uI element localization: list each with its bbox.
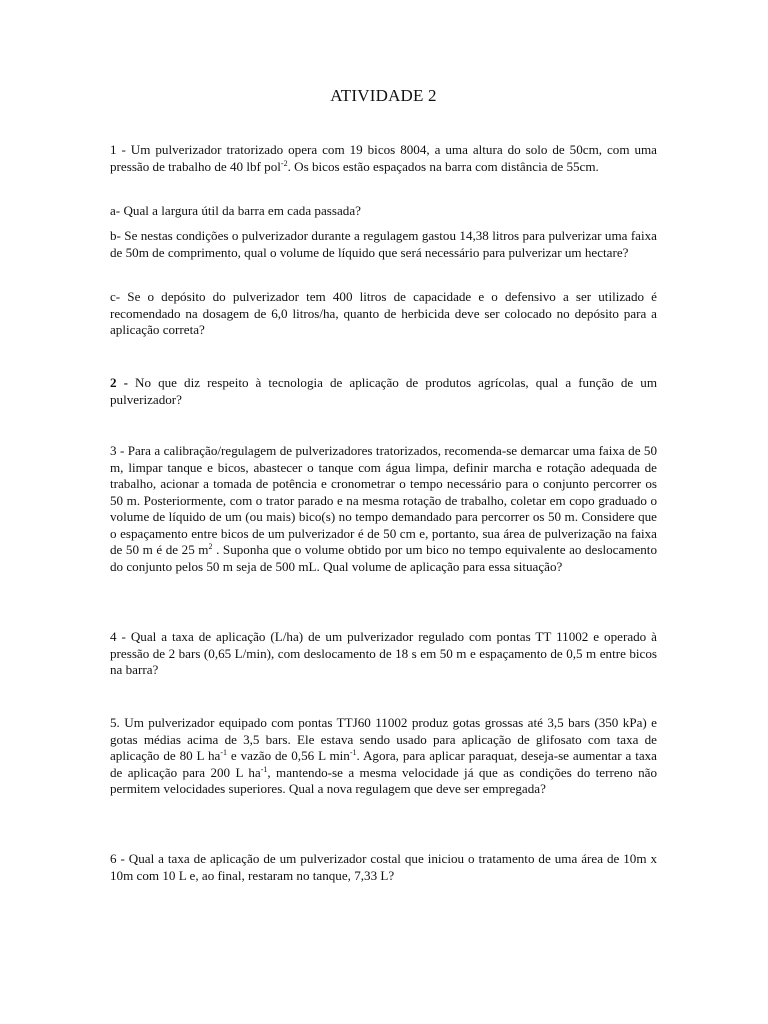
question-4: 4 - Qual a taxa de aplicação (L/ha) de um pulverizador regulado com pontas TT 11002 e operado à pressão de 2 bars (0,65 L/min), com deslocamento de 18 s em 50 m e espaçamento de 0,5 m entre bicos na barra?	[110, 629, 657, 677]
question-2-text: No que diz respeito à tecnologia de aplicação de produtos agrícolas, qual a função de um pulverizador?	[110, 375, 658, 407]
question-3: 3 - Para a calibração/regulagem de pulverizadores tratorizados, recomenda-se demarcar uma faixa de 50 m, limpar tanque e bicos, abastecer o tanque com água limpa, definir marcha e rotação adequada de trabalho, acionar a tomada de potência e cronometrar o tempo necessário para o conjunto percorrer os 50 m. Posteriormente, com o trator parado e na mesma rotação de trabalho, coletar em copo graduado o volume de líquido de um (ou mais) bico(s) no tempo demandado para percorrer os 50 m. Considere que o espaçamento entre bicos de um pulverizador é de 50 cm e, portanto, sua área de pulverização na faixa de 50 m é de 25 $m^2$ . Suponha que o volume obtido por um bico no tempo equivalente ao deslocamento do conjunto pelos 50 m seja de 500 mL. Qual volume de aplicação para essa situação?	[110, 443, 657, 574]
question-2-number: 2 -	[110, 375, 128, 390]
question-2	[110, 375, 657, 408]
question-5: 5. Um pulverizador equipado com pontas TTJ60 11002 produz gotas grossas até 3,5 bars (350 kPa) e gotas médias acima de 3,5 bars. Ele estava sendo usado para aplicação de glifosato com taxa de aplicação de 80 L $ha^{-1}$ e vazão de 0,56 L $\min^{-1}$. Agora, para aplicar paraquat, deseja-se aumentar a taxa de aplicação para 200 L $ha^{-1}$, mantendo-se a mesma velocidade já que as condições do terreno não permitem velocidades superiores. Qual a nova regulagem que deve ser empregada?	[110, 715, 658, 796]
question-1c: c- Se o depósito do pulverizador tem 400 litros de capacidade e o defensivo a ser utilizado é recomendado na dosagem de 6,0 litros/ha, quanto de herbicida deve ser colocado no depósito para a aplicação correta?	[110, 289, 657, 337]
question-1b: b- Se nestas condições o pulverizador durante a regulagem gastou 14,38 litros para pulverizar uma faixa de 50m de comprimento, qual o volume de líquido que será necessário para pulverizar um hectare?	[110, 228, 657, 260]
question-1-stem: 1 - Um pulverizador tratorizado opera com 19 bicos 8004, a uma altura do solo de 50cm, com uma pressão de trabalho de 40 lbf pol$^{-2}$. Os bicos estão espaçados na barra com distância de 55cm.	[110, 142, 657, 174]
question-1	[110, 142, 657, 175]
question-6: 6 - Qual a taxa de aplicação de um pulverizador costal que iniciou o tratamento de uma área de 10m x 10m com 10 L e, ao final, restaram no tanque, 7,33 L?	[110, 851, 657, 883]
document-title: ATIVIDADE 2	[330, 86, 437, 105]
question-1a: a- Qual a largura útil da barra em cada passada?	[110, 203, 361, 218]
